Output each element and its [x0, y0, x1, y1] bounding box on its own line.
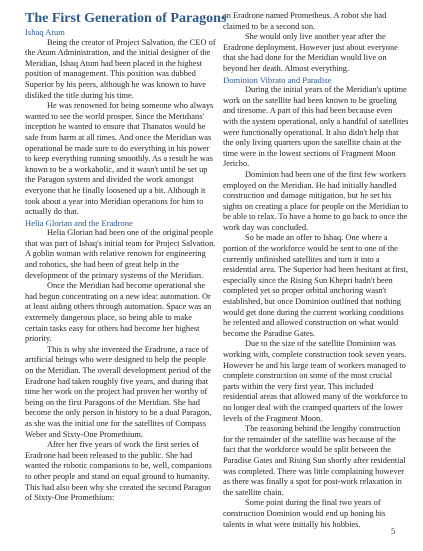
paragraph: Helia Glorian had been one of the original people that was part of Ishaq's initial team for Project Salvation. A goblin woman with relative renown for engineering and robotics, she had been of great help in the development of the primary systems of the Meridian.	[25, 228, 216, 280]
paragraph: During the initial years of the Meridian's uptime work on the satellite had been known to be grueling and tiresome. A part of this had been because even with the system operational, only a handful of satellites were functionally operational. It also didn't help that the only living quarters upon the satellite chain at the time were in the lowest sections of Fragment Moon Jericho.	[223, 85, 409, 169]
paragraph: Some point during the final two years of construction Dominion would end up honing his talents in what were initially his hobbies.	[223, 498, 386, 529]
paragraph: an Eradrone named Prometheus. A robot she had claimed to be a second son.	[223, 11, 387, 31]
paragraph: Being the creator of Project Salvation, the CEO of the Atum Administration, and the initial designer of the Meridian, Ishaq Atum had been placed in the highest position of management. This position was dubbed Superior by his peers, although he was known to have disliked the title during his time.	[25, 37, 216, 100]
paragraph: Due to the size of the satellite Dominion was working with, complete construction took seven years. However he and his large team of workers managed to complete construction on some of the most crucial parts within the very first year. This included residential areas that allowed many of the workforce to no longer deal with the cramped quarters of the lower levels of the Fragment Moon.	[223, 339, 408, 423]
paragraph: Once the Meridian had become operational she had begun concentrating on a new idea: automation. Or at least aiding others through automation. Space was an extremely dangerous place, so being able to make certain tasks easy for others had become her highest priority.	[25, 281, 212, 344]
paragraph: After her five years of work the first series of Eradrone had been released to the public. She had wanted the robotic companions to be, well, companions to other people and stand on equal ground to humanity. This had also been why she created the second Paragon of Sixty-One Promethium:	[25, 440, 212, 503]
paragraph: Dominion had been one of the first few workers employed on the Meridian. He had initially handled construction and damage mitigation, but he set his sights on creating a place for people on the Meridian to be able to relax. To have a home to go back to once the work day was concluded.	[223, 169, 409, 232]
paragraph: She would only live another year after the Eradrone deployment. However just about everyone that she had done for the Meridian would live on beyond her death. Almost everything.	[223, 32, 398, 73]
left-column	[25, 27, 216, 504]
paragraph: This is why she invented the Eradrone, a race of artificial beings who were designed to help the people on the Meridian. The overall development period of the Eradrone had taken roughly five years, and during that time her work on the project had proven her worthy of being on the first Paragons of the Meridian. She had become the only person in history to be a dual Paragon, as she was the initial one for the satellites of Compass Weber and Sixty-One Promethium.	[25, 344, 212, 439]
section-heading-dominion-vibrato: Dominion Vibrato and Paradise	[223, 74, 332, 85]
paragraph: He was renowned for being someone who always wanted to see the world prosper. Since the Meridians' inception he wanted to ensure that Thanatos would be safe from harm at all times. And once the Meridian was operational he made sure to do everything in his power to keep everything running smoothly. As a result he was known to be a workaholic, and it wasn't until he set up the Paragon system and divided the work amongst everyone that he finally loosened up a bit. Although it took about a year into Meridian operations for him to actually do that.	[25, 101, 214, 217]
page-title: The First Generation of Paragons	[25, 11, 227, 26]
right-column	[223, 11, 409, 530]
paragraph: The reasoning behind the lengthy construction for the remainder of the satellite was because of the fact that the workforce would be split between the Paradise Gates and Rising Sun shortly after residential was completed. There was little complaining however as there was finally a spot for post-work relaxation in the satellite chain.	[223, 424, 406, 497]
page-number: 5	[391, 527, 396, 536]
section-heading-helia-glorian: Helia Glorian and the Eradrone	[25, 217, 133, 228]
section-heading-ishaq-atum: Ishaq Atum	[25, 27, 65, 37]
paragraph: So he made an offer to Ishaq. One where a portion of the workforce would be sent to one of the currently unfinished satellites and turn it into a residential area. The Superior had been hesitant at first, especially since the Rising Sun Khepri hadn't been completed yet so proper orbital anchoring wasn't established, but once Dominion outlined that nothing would get done during the current working conditions he relented and allowed construction on what would become the Paradise Gates.	[223, 233, 408, 338]
